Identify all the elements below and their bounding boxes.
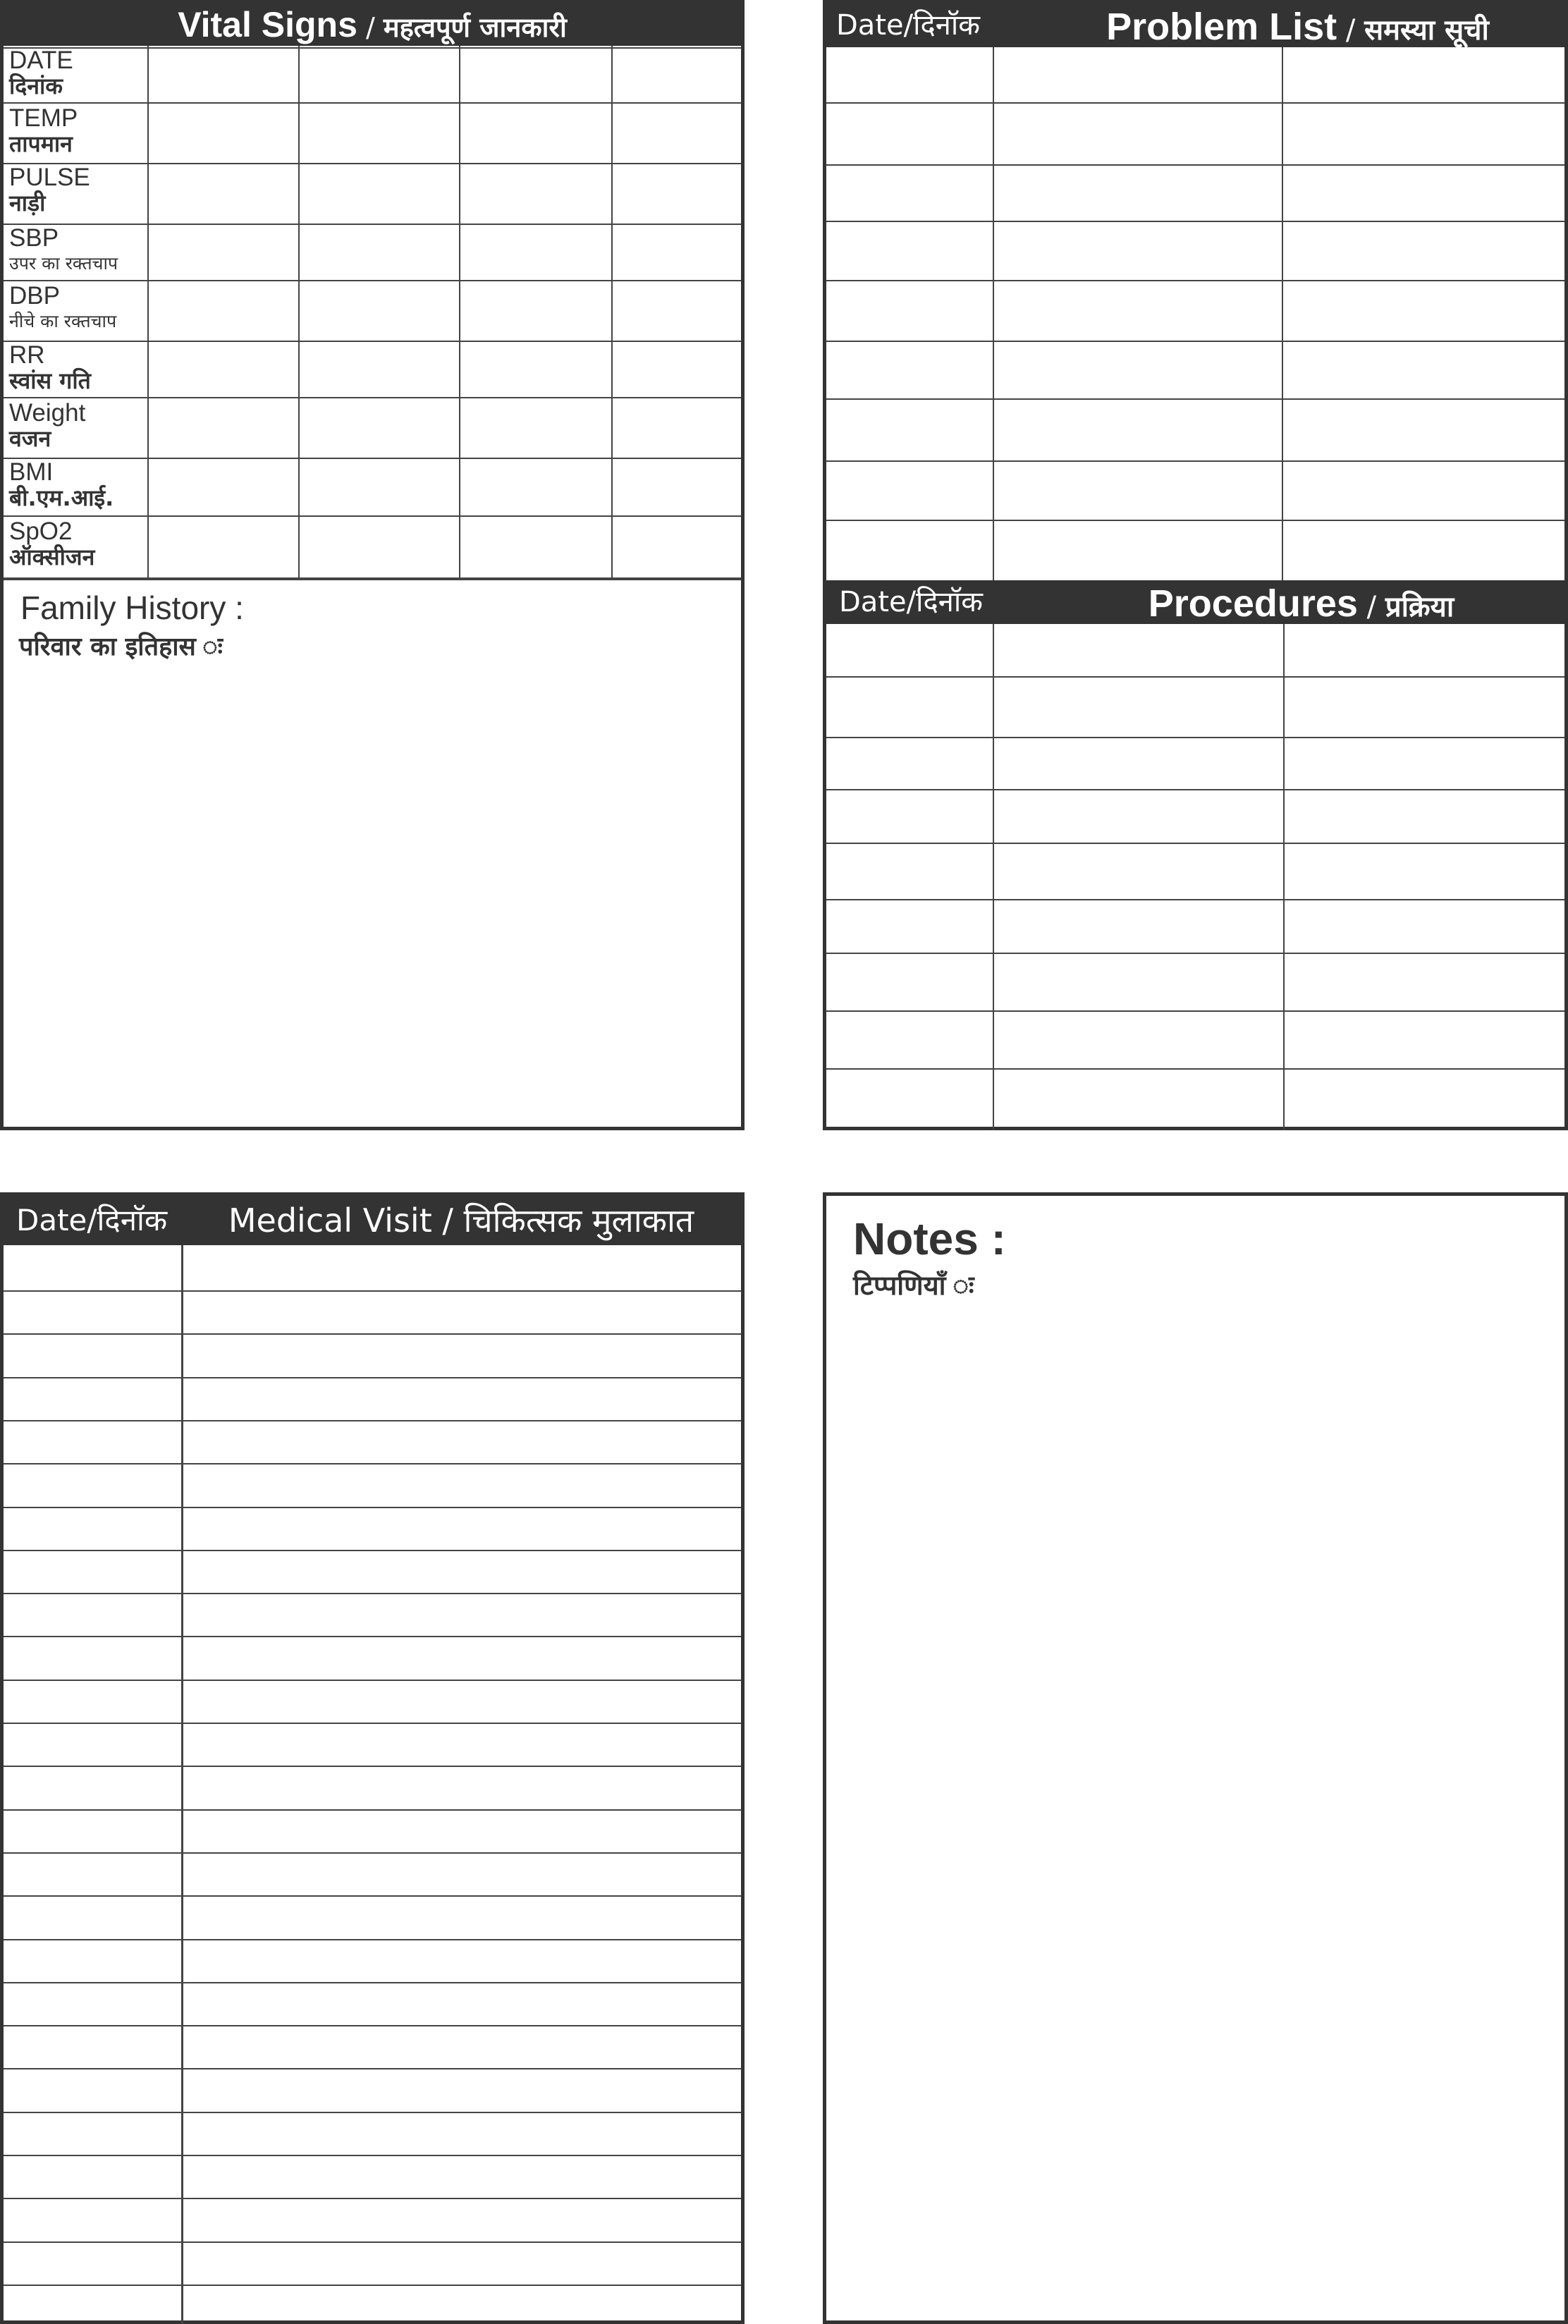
- visit-row-divider: [4, 1507, 741, 1508]
- vital-row-label-hindi: नीचे का रक्तचाप: [9, 311, 117, 331]
- family-history-label: Family History :: [20, 589, 244, 626]
- procedure-row-divider: [826, 899, 1564, 900]
- vital-row-label-hindi: वजन: [9, 425, 51, 452]
- medical-visit-date-label: Date/दिनॉक: [16, 1203, 168, 1237]
- vital-row-label: [9, 400, 85, 451]
- vital-row-label-english: PULSE: [9, 164, 90, 191]
- vital-row-label-hindi: ऑक्सीजन: [9, 544, 95, 570]
- procedure-row-divider: [826, 953, 1564, 954]
- visit-row-divider: [4, 2112, 741, 2113]
- vital-row-label-english: TEMP: [9, 104, 78, 132]
- procedures-date-label: Date/दिनॉक: [839, 586, 983, 618]
- vital-row-label-english: SpO2: [9, 518, 73, 545]
- medical-visit-header: [4, 1196, 741, 1245]
- vital-row-divider: [4, 280, 741, 281]
- notes-label-hindi: टिप्पणियॉं ः: [853, 1270, 974, 1301]
- problem-row-divider: [826, 460, 1564, 462]
- problem-row-divider: [826, 164, 1564, 166]
- procedures-header: [826, 580, 1564, 624]
- visit-row-divider: [4, 1420, 741, 1421]
- vital-row-divider: [4, 341, 741, 342]
- vital-table-bottom-rule: [4, 577, 741, 580]
- medical-visit-title: Medical Visit / चिकित्सक मुलाकात: [228, 1201, 694, 1240]
- visit-row-divider: [4, 1895, 741, 1897]
- vital-row-label: [9, 459, 114, 510]
- vital-row-label-hindi: उपर का रक्तचाप: [9, 253, 118, 274]
- problem-row-divider: [826, 102, 1564, 104]
- visit-row-divider: [4, 1593, 741, 1594]
- procedure-row-divider: [826, 676, 1564, 678]
- procedures-title: Procedures: [1148, 582, 1358, 624]
- problem-list-date-label: Date/दिनॉक: [836, 9, 980, 42]
- notes-label: Notes :: [853, 1213, 1006, 1264]
- vital-row-label-hindi: दिनांक: [9, 73, 63, 99]
- vital-column-divider: [298, 46, 300, 579]
- procedure-column-divider: [1283, 624, 1285, 1130]
- visit-row-divider: [4, 1852, 741, 1854]
- vital-row-label-hindi: बी.एम.आई.: [9, 484, 114, 511]
- vital-signs-title: Vital Signs: [178, 5, 357, 44]
- vital-signs-title-separator: /: [357, 12, 384, 43]
- vital-row-divider: [4, 458, 741, 459]
- visit-row-divider: [4, 2025, 741, 2026]
- vital-row-label: [9, 164, 90, 216]
- procedures-title-separator: /: [1357, 591, 1385, 623]
- vital-row-label-hindi: स्वांस गति: [9, 367, 91, 394]
- medical-visit-panel: [0, 1192, 745, 2324]
- vital-row-divider: [4, 163, 741, 164]
- procedures-title-hindi: प्रक्रिया: [1385, 591, 1454, 623]
- visit-row-divider: [4, 1636, 741, 1637]
- visit-row-divider: [4, 1377, 741, 1378]
- visit-row-divider: [4, 1680, 741, 1681]
- visit-row-divider: [4, 1809, 741, 1811]
- visit-row-divider: [4, 1982, 741, 1983]
- procedure-row-divider: [826, 1068, 1564, 1070]
- problem-column-divider: [993, 47, 994, 580]
- visit-column-divider: [181, 1245, 183, 2324]
- problem-row-divider: [826, 280, 1564, 281]
- vital-column-divider: [147, 46, 149, 579]
- problem-list-panel: [823, 0, 1568, 1130]
- vital-column-divider: [459, 46, 460, 579]
- vital-row-label: [9, 283, 116, 334]
- visit-row-divider: [4, 1290, 741, 1292]
- vital-row-label-english: SBP: [9, 224, 59, 252]
- vital-column-divider: [611, 46, 613, 579]
- vital-row-label: [9, 47, 73, 99]
- procedure-column-divider: [993, 624, 994, 1130]
- vital-row-label: [9, 518, 94, 570]
- procedure-row-divider: [826, 843, 1564, 844]
- vital-signs-panel: [0, 0, 745, 1130]
- vital-row-label: [9, 105, 78, 157]
- visit-row-divider: [4, 1766, 741, 1767]
- notes-panel: [823, 1192, 1568, 2324]
- visit-row-divider: [4, 1939, 741, 1940]
- problem-list-title-hindi: समस्या सूची: [1364, 14, 1489, 47]
- problem-row-divider: [826, 520, 1564, 521]
- visit-row-divider: [4, 2285, 741, 2286]
- visit-row-divider: [4, 1550, 741, 1551]
- problem-list-title: Problem List: [1106, 6, 1337, 47]
- vital-row-divider: [4, 102, 741, 104]
- problem-column-divider: [1282, 47, 1283, 580]
- problem-row-divider: [826, 221, 1564, 222]
- problem-list-header: [826, 4, 1564, 47]
- vital-row-divider: [4, 397, 741, 398]
- vital-row-label-english: RR: [9, 341, 45, 369]
- vital-row-label-english: Weight: [9, 399, 86, 427]
- vital-row-label-english: BMI: [9, 458, 54, 486]
- vital-row-label: [9, 225, 118, 276]
- vital-row-label-english: DATE: [9, 47, 73, 74]
- family-history-label-hindi: परिवार का इतिहास ः: [19, 632, 223, 661]
- visit-row-divider: [4, 2198, 741, 2199]
- procedure-row-divider: [826, 737, 1564, 738]
- visit-row-divider: [4, 2068, 741, 2069]
- visit-row-divider: [4, 1723, 741, 1724]
- vital-signs-title-hindi: महत्वपूर्ण जानकारी: [383, 12, 567, 43]
- procedure-row-divider: [826, 789, 1564, 790]
- visit-row-divider: [4, 2155, 741, 2156]
- visit-row-divider: [4, 1333, 741, 1335]
- visit-row-divider: [4, 2242, 741, 2243]
- vital-signs-header: [4, 4, 741, 46]
- vital-row-divider: [4, 515, 741, 517]
- visit-row-divider: [4, 1463, 741, 1464]
- vital-row-label-english: DBP: [9, 282, 60, 310]
- vital-row-label: [9, 342, 91, 393]
- vital-row-label-hindi: नाड़ी: [9, 190, 46, 216]
- procedure-row-divider: [826, 1010, 1564, 1012]
- problem-list-title-separator: /: [1337, 14, 1365, 47]
- vital-row-label-hindi: तापमान: [9, 130, 73, 157]
- problem-row-divider: [826, 398, 1564, 400]
- problem-row-divider: [826, 341, 1564, 342]
- vital-row-divider: [4, 47, 741, 49]
